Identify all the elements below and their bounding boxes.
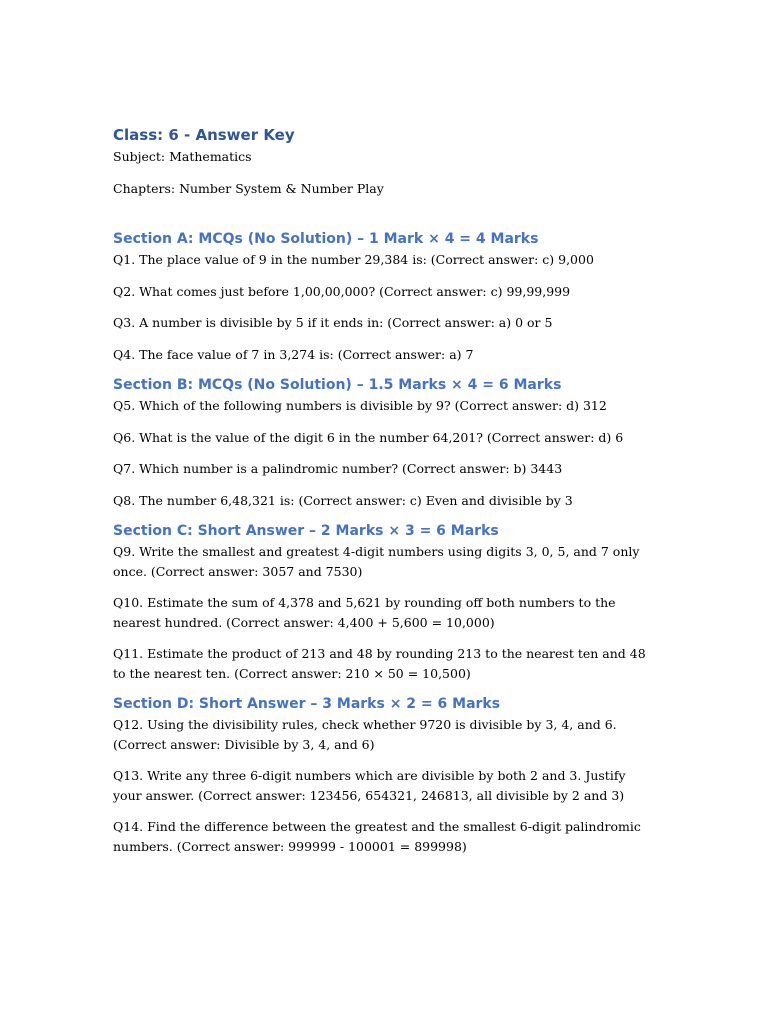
section-a [113,228,653,364]
question-q11: Q11. Estimate the product of 213 and 48 by rounding 213 to the nearest ten and 48 to the nearest ten. (Correct answer: 210 × 50 = 10,500) [113,646,646,681]
question-q8: Q8. The number 6,48,321 is: (Correct answer: c) Even and divisible by 3 [113,492,573,508]
page-title: Class: 6 - Answer Key [113,126,295,144]
question-q5: Q5. Which of the following numbers is divisible by 9? (Correct answer: d) 312 [113,398,607,413]
section-d [113,693,653,856]
question-q6: Q6. What is the value of the digit 6 in the number 64,201? (Correct answer: d) 6 [113,429,624,445]
question-q14: Q14. Find the difference between the greatest and the smallest 6-digit palindromic numbers. (Correct answer: 999999 - 100001 = 899998) [113,819,641,854]
section-b [113,374,653,510]
question-q1: Q1. The place value of 9 in the number 29,384 is: (Correct answer: c) 9,000 [113,252,594,267]
question-q9: Q9. Write the smallest and greatest 4-digit numbers using digits 3, 0, 5, and 7 only once. (Correct answer: 3057 and 7530) [113,544,640,579]
section-a-heading: Section A: MCQs (No Solution) – 1 Mark × 4 = 4 Marks [113,231,539,247]
section-c-heading: Section C: Short Answer – 2 Marks × 3 = 6 Marks [113,523,499,539]
question-q7: Q7. Which number is a palindromic number? (Correct answer: b) 3443 [113,461,563,476]
question-q4: Q4. The face value of 7 in 3,274 is: (Correct answer: a) 7 [113,346,474,362]
question-q12: Q12. Using the divisibility rules, check whether 9720 is divisible by 3, 4, and 6. (Correct answer: Divisible by 3, 4, and 6) [113,717,617,752]
subject-line: Subject: Mathematics [113,149,252,164]
question-q13: Q13. Write any three 6-digit numbers which are divisible by both 2 and 3. Justify your answer. (Correct answer: 123456, 654321, 246813, all divisible by 2 and 3) [113,768,626,803]
answer-key-page [113,123,653,856]
section-c [113,520,653,683]
question-q3: Q3. A number is divisible by 5 if it ends in: (Correct answer: a) 0 or 5 [113,315,553,330]
chapters-line: Chapters: Number System & Number Play [113,181,384,196]
section-d-heading: Section D: Short Answer – 3 Marks × 2 = 6 Marks [113,696,501,712]
question-q2: Q2. What comes just before 1,00,00,000? (Correct answer: c) 99,99,999 [113,283,571,299]
question-q10: Q10. Estimate the sum of 4,378 and 5,621 by rounding off both numbers to the nearest hundred. (Correct answer: 4,400 + 5,600 = 10,000) [113,595,616,630]
section-b-heading: Section B: MCQs (No Solution) – 1.5 Marks × 4 = 6 Marks [113,377,562,393]
